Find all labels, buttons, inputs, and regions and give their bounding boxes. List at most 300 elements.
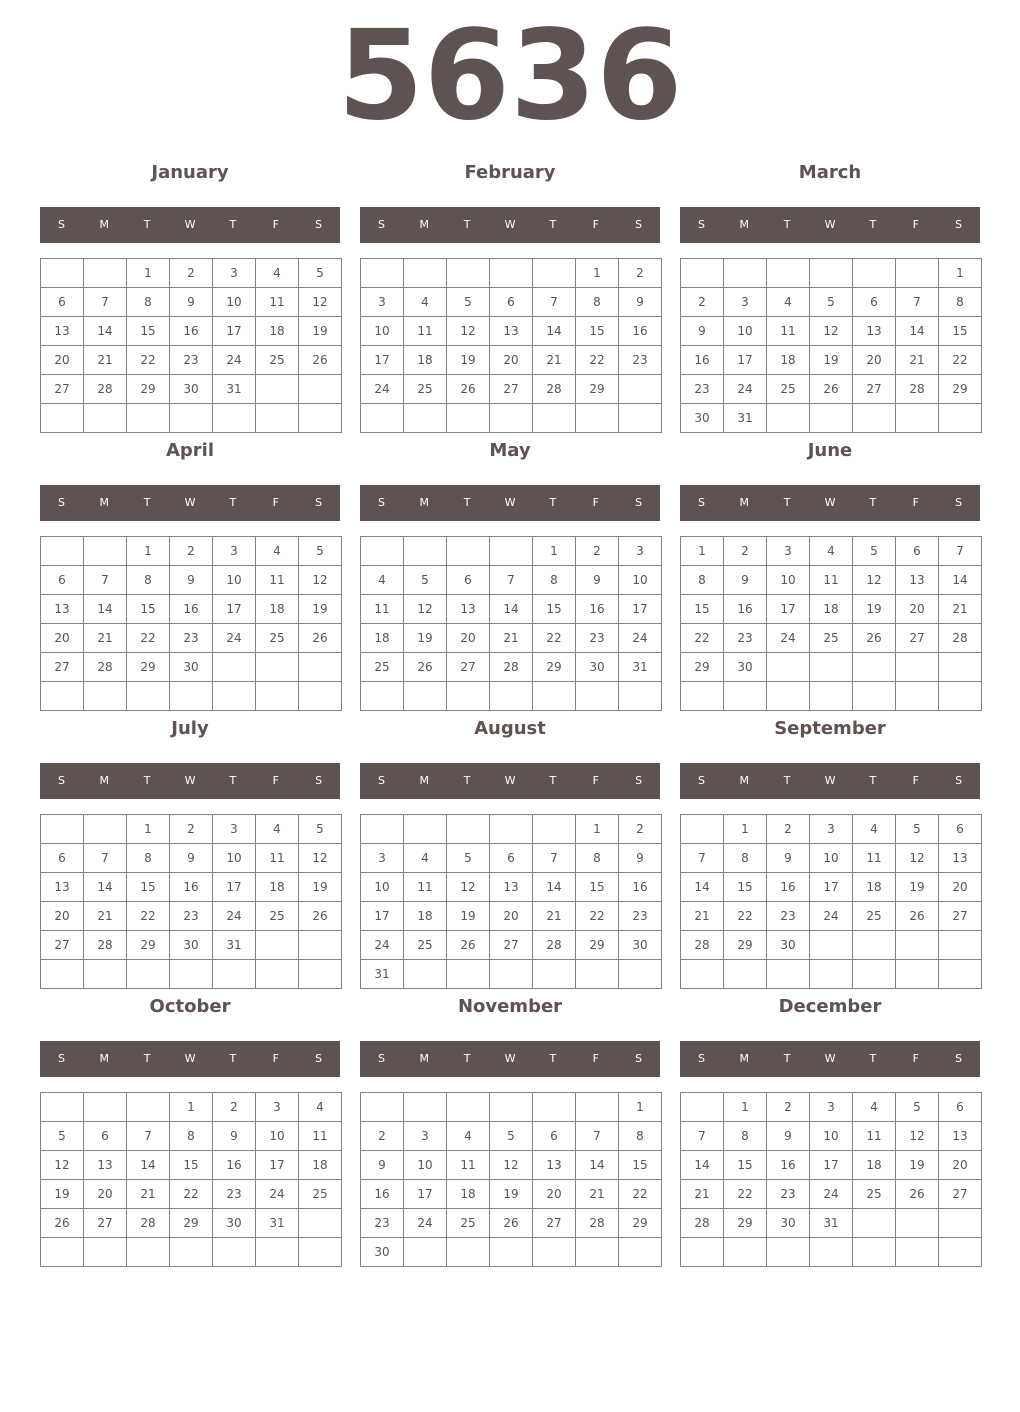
day-cell: 15 xyxy=(619,1151,662,1180)
week-row xyxy=(681,931,982,960)
day-cell: 15 xyxy=(939,317,982,346)
day-cell: 17 xyxy=(619,595,662,624)
day-cell: 15 xyxy=(533,595,576,624)
week-row xyxy=(681,317,982,346)
day-cell: 28 xyxy=(681,931,724,960)
day-cell: 20 xyxy=(939,1151,982,1180)
day-cell: 8 xyxy=(127,288,170,317)
day-cell: 28 xyxy=(84,931,127,960)
day-cell: 13 xyxy=(896,566,939,595)
weekday-header xyxy=(40,485,340,521)
day-cell: 16 xyxy=(170,595,213,624)
empty-cell xyxy=(256,653,299,682)
day-cell: 2 xyxy=(619,259,662,288)
day-cell: 23 xyxy=(170,624,213,653)
day-cell: 28 xyxy=(533,375,576,404)
day-cell: 17 xyxy=(724,346,767,375)
empty-cell xyxy=(533,1093,576,1122)
day-cell: 21 xyxy=(84,624,127,653)
week-row xyxy=(681,653,982,682)
weekday-header xyxy=(360,763,660,799)
day-cell: 25 xyxy=(447,1209,490,1238)
empty-cell xyxy=(447,960,490,989)
day-cell: 27 xyxy=(41,375,84,404)
weekday-header xyxy=(360,1041,660,1077)
day-cell: 9 xyxy=(170,288,213,317)
week-row xyxy=(681,537,982,566)
weekday-label: W xyxy=(824,1052,836,1065)
week-row xyxy=(41,566,342,595)
day-cell: 30 xyxy=(576,653,619,682)
day-cell: 30 xyxy=(170,653,213,682)
day-cell: 20 xyxy=(41,346,84,375)
day-cell: 18 xyxy=(404,902,447,931)
empty-cell xyxy=(939,931,982,960)
day-cell: 21 xyxy=(490,624,533,653)
empty-cell xyxy=(213,682,256,711)
weekday-label: S xyxy=(377,218,385,231)
day-cell: 15 xyxy=(724,1151,767,1180)
week-row xyxy=(41,288,342,317)
empty-cell xyxy=(853,259,896,288)
day-cell: 6 xyxy=(939,1093,982,1122)
day-cell: 28 xyxy=(939,624,982,653)
month-title: March xyxy=(798,162,862,183)
day-cell: 5 xyxy=(896,815,939,844)
day-cell: 2 xyxy=(576,537,619,566)
day-cell: 9 xyxy=(170,566,213,595)
month-title: June xyxy=(807,440,853,461)
day-cell: 14 xyxy=(84,873,127,902)
day-cell: 18 xyxy=(767,346,810,375)
day-cell: 3 xyxy=(213,537,256,566)
day-cell: 2 xyxy=(170,537,213,566)
weekday-label: T xyxy=(463,496,471,509)
weekday-label: M xyxy=(739,496,750,509)
empty-cell xyxy=(490,1093,533,1122)
day-cell: 2 xyxy=(361,1122,404,1151)
empty-cell xyxy=(361,1093,404,1122)
day-cell: 1 xyxy=(681,537,724,566)
day-cell: 21 xyxy=(939,595,982,624)
day-cell: 8 xyxy=(127,844,170,873)
day-cell: 4 xyxy=(767,288,810,317)
month-title: May xyxy=(489,440,531,461)
empty-cell xyxy=(84,259,127,288)
day-cell: 29 xyxy=(127,931,170,960)
week-row xyxy=(681,404,982,433)
day-cell: 3 xyxy=(361,288,404,317)
day-cell: 3 xyxy=(256,1093,299,1122)
day-cell: 25 xyxy=(404,375,447,404)
day-cell: 2 xyxy=(681,288,724,317)
weekday-label: S xyxy=(697,218,705,231)
empty-cell xyxy=(213,404,256,433)
empty-cell xyxy=(681,682,724,711)
day-cell: 7 xyxy=(939,537,982,566)
day-cell: 4 xyxy=(853,1093,896,1122)
day-cell: 27 xyxy=(896,624,939,653)
day-cell: 15 xyxy=(576,873,619,902)
weekday-label: M xyxy=(419,496,430,509)
day-cell: 2 xyxy=(213,1093,256,1122)
day-cell: 13 xyxy=(41,873,84,902)
empty-cell xyxy=(84,537,127,566)
day-cell: 15 xyxy=(127,873,170,902)
day-cell: 23 xyxy=(361,1209,404,1238)
day-cell: 8 xyxy=(724,844,767,873)
empty-cell xyxy=(724,960,767,989)
day-cell: 10 xyxy=(767,566,810,595)
day-cell: 21 xyxy=(84,902,127,931)
day-cell: 18 xyxy=(404,346,447,375)
empty-cell xyxy=(170,960,213,989)
day-cell: 8 xyxy=(619,1122,662,1151)
day-cell: 27 xyxy=(41,931,84,960)
day-cell: 18 xyxy=(361,624,404,653)
day-cell: 3 xyxy=(619,537,662,566)
day-cell: 25 xyxy=(299,1180,342,1209)
week-row xyxy=(361,1151,662,1180)
day-cell: 30 xyxy=(213,1209,256,1238)
empty-cell xyxy=(447,815,490,844)
day-cell: 10 xyxy=(213,844,256,873)
day-cell: 27 xyxy=(490,375,533,404)
weekday-label: S xyxy=(697,774,705,787)
day-cell: 11 xyxy=(256,566,299,595)
empty-cell xyxy=(299,653,342,682)
day-cell: 22 xyxy=(724,902,767,931)
empty-cell xyxy=(490,815,533,844)
day-cell: 12 xyxy=(447,317,490,346)
weekday-label: F xyxy=(912,1052,919,1065)
empty-cell xyxy=(533,682,576,711)
empty-cell xyxy=(939,682,982,711)
day-cell: 31 xyxy=(213,375,256,404)
day-cell: 22 xyxy=(939,346,982,375)
day-cell: 21 xyxy=(896,346,939,375)
empty-cell xyxy=(767,682,810,711)
day-cell: 22 xyxy=(127,902,170,931)
day-cell: 1 xyxy=(724,815,767,844)
day-cell: 28 xyxy=(896,375,939,404)
weekday-label: S xyxy=(377,1052,385,1065)
empty-cell xyxy=(299,960,342,989)
day-cell: 28 xyxy=(127,1209,170,1238)
day-cell: 29 xyxy=(127,375,170,404)
day-cell: 5 xyxy=(299,537,342,566)
empty-cell xyxy=(447,1093,490,1122)
day-cell: 29 xyxy=(127,653,170,682)
day-cell: 4 xyxy=(853,815,896,844)
weekday-label: M xyxy=(419,218,430,231)
day-cell: 23 xyxy=(619,346,662,375)
day-cell: 14 xyxy=(127,1151,170,1180)
day-cell: 25 xyxy=(853,1180,896,1209)
day-cell: 16 xyxy=(170,873,213,902)
empty-cell xyxy=(853,653,896,682)
empty-cell xyxy=(853,1209,896,1238)
day-cell: 23 xyxy=(767,1180,810,1209)
day-cell: 8 xyxy=(681,566,724,595)
weekday-label: T xyxy=(143,218,151,231)
day-cell: 2 xyxy=(724,537,767,566)
day-cell: 16 xyxy=(724,595,767,624)
day-cell: 7 xyxy=(84,844,127,873)
weekday-label: T xyxy=(229,1052,237,1065)
day-cell: 9 xyxy=(361,1151,404,1180)
empty-cell xyxy=(853,931,896,960)
day-cell: 27 xyxy=(447,653,490,682)
day-cell: 4 xyxy=(810,537,853,566)
weekday-label: T xyxy=(229,496,237,509)
day-cell: 29 xyxy=(619,1209,662,1238)
empty-cell xyxy=(619,682,662,711)
day-cell: 2 xyxy=(170,259,213,288)
day-cell: 12 xyxy=(896,1122,939,1151)
day-cell: 10 xyxy=(213,566,256,595)
day-cell: 5 xyxy=(41,1122,84,1151)
day-cell: 13 xyxy=(84,1151,127,1180)
day-cell: 12 xyxy=(896,844,939,873)
empty-cell xyxy=(404,1093,447,1122)
day-cell: 16 xyxy=(681,346,724,375)
week-row xyxy=(681,844,982,873)
empty-cell xyxy=(84,404,127,433)
day-cell: 24 xyxy=(810,1180,853,1209)
week-row xyxy=(41,1209,342,1238)
empty-cell xyxy=(84,1238,127,1267)
day-cell: 29 xyxy=(681,653,724,682)
empty-cell xyxy=(724,1238,767,1267)
day-cell: 15 xyxy=(724,873,767,902)
weekday-label: M xyxy=(739,218,750,231)
weekday-label: S xyxy=(697,1052,705,1065)
day-cell: 23 xyxy=(767,902,810,931)
day-cell: 18 xyxy=(853,873,896,902)
day-cell: 14 xyxy=(84,595,127,624)
day-cell: 30 xyxy=(767,931,810,960)
week-row xyxy=(41,815,342,844)
weekday-label: S xyxy=(635,774,643,787)
week-row xyxy=(41,404,342,433)
day-cell: 8 xyxy=(576,288,619,317)
empty-cell xyxy=(256,404,299,433)
day-cell: 2 xyxy=(767,815,810,844)
day-cell: 7 xyxy=(84,288,127,317)
day-cell: 10 xyxy=(256,1122,299,1151)
day-cell: 30 xyxy=(767,1209,810,1238)
day-cell: 19 xyxy=(810,346,853,375)
day-cell: 4 xyxy=(256,259,299,288)
weekday-header xyxy=(40,763,340,799)
empty-cell xyxy=(213,653,256,682)
week-row xyxy=(681,1180,982,1209)
weekday-label: W xyxy=(184,496,196,509)
empty-cell xyxy=(724,259,767,288)
empty-cell xyxy=(810,404,853,433)
weekday-header xyxy=(360,485,660,521)
day-cell: 29 xyxy=(724,931,767,960)
week-row xyxy=(681,595,982,624)
week-row xyxy=(361,624,662,653)
day-cell: 16 xyxy=(767,1151,810,1180)
empty-cell xyxy=(404,1238,447,1267)
day-cell: 10 xyxy=(810,1122,853,1151)
month-title: September xyxy=(774,718,886,739)
day-cell: 29 xyxy=(576,931,619,960)
week-row xyxy=(41,873,342,902)
week-row xyxy=(361,1093,662,1122)
day-cell: 7 xyxy=(490,566,533,595)
day-cell: 8 xyxy=(576,844,619,873)
week-row xyxy=(41,1238,342,1267)
day-cell: 13 xyxy=(41,317,84,346)
day-cell: 28 xyxy=(84,375,127,404)
day-cell: 13 xyxy=(41,595,84,624)
empty-cell xyxy=(533,815,576,844)
day-cell: 9 xyxy=(767,844,810,873)
day-cell: 11 xyxy=(853,1122,896,1151)
weekday-label: S xyxy=(955,1052,963,1065)
day-grid xyxy=(40,536,342,711)
day-grid xyxy=(680,258,982,433)
day-cell: 30 xyxy=(619,931,662,960)
week-row xyxy=(361,317,662,346)
week-row xyxy=(41,375,342,404)
day-cell: 20 xyxy=(896,595,939,624)
day-grid xyxy=(680,536,982,711)
day-cell: 26 xyxy=(299,346,342,375)
day-cell: 16 xyxy=(213,1151,256,1180)
month-title: December xyxy=(778,996,882,1017)
day-cell: 8 xyxy=(724,1122,767,1151)
week-row xyxy=(361,595,662,624)
day-grid xyxy=(360,1092,662,1267)
weekday-label: M xyxy=(739,774,750,787)
day-cell: 22 xyxy=(170,1180,213,1209)
day-cell: 17 xyxy=(213,317,256,346)
empty-cell xyxy=(853,404,896,433)
day-cell: 18 xyxy=(853,1151,896,1180)
empty-cell xyxy=(767,404,810,433)
empty-cell xyxy=(896,259,939,288)
day-cell: 24 xyxy=(619,624,662,653)
empty-cell xyxy=(299,1238,342,1267)
empty-cell xyxy=(533,404,576,433)
day-cell: 10 xyxy=(724,317,767,346)
weekday-label: T xyxy=(549,1052,557,1065)
day-cell: 19 xyxy=(41,1180,84,1209)
day-cell: 17 xyxy=(256,1151,299,1180)
day-cell: 5 xyxy=(299,259,342,288)
week-row xyxy=(41,1122,342,1151)
day-cell: 22 xyxy=(127,624,170,653)
empty-cell xyxy=(681,815,724,844)
weekday-label: F xyxy=(272,774,279,787)
day-cell: 6 xyxy=(41,844,84,873)
empty-cell xyxy=(41,815,84,844)
day-cell: 11 xyxy=(256,844,299,873)
day-grid xyxy=(40,814,342,989)
empty-cell xyxy=(619,960,662,989)
empty-cell xyxy=(256,960,299,989)
day-cell: 31 xyxy=(724,404,767,433)
empty-cell xyxy=(361,537,404,566)
weekday-label: S xyxy=(57,218,65,231)
day-cell: 22 xyxy=(724,1180,767,1209)
day-cell: 2 xyxy=(619,815,662,844)
weekday-label: S xyxy=(377,496,385,509)
empty-cell xyxy=(213,960,256,989)
week-row xyxy=(361,1180,662,1209)
day-cell: 19 xyxy=(299,595,342,624)
week-row xyxy=(361,288,662,317)
day-cell: 26 xyxy=(810,375,853,404)
day-cell: 13 xyxy=(447,595,490,624)
week-row xyxy=(361,844,662,873)
day-cell: 15 xyxy=(127,595,170,624)
empty-cell xyxy=(404,682,447,711)
day-cell: 30 xyxy=(170,931,213,960)
day-cell: 18 xyxy=(256,873,299,902)
day-cell: 11 xyxy=(404,873,447,902)
day-cell: 14 xyxy=(939,566,982,595)
weekday-label: S xyxy=(57,774,65,787)
empty-cell xyxy=(533,1238,576,1267)
day-cell: 1 xyxy=(939,259,982,288)
day-cell: 11 xyxy=(810,566,853,595)
weekday-label: S xyxy=(955,496,963,509)
day-cell: 4 xyxy=(256,815,299,844)
weekday-label: M xyxy=(99,218,110,231)
day-cell: 24 xyxy=(361,375,404,404)
week-row xyxy=(361,960,662,989)
weekday-label: W xyxy=(184,774,196,787)
day-cell: 12 xyxy=(810,317,853,346)
day-cell: 14 xyxy=(490,595,533,624)
day-cell: 3 xyxy=(213,259,256,288)
day-cell: 6 xyxy=(41,566,84,595)
week-row xyxy=(681,566,982,595)
day-cell: 14 xyxy=(533,317,576,346)
weekday-label: M xyxy=(419,1052,430,1065)
day-cell: 16 xyxy=(767,873,810,902)
week-row xyxy=(361,566,662,595)
weekday-label: T xyxy=(143,774,151,787)
weekday-label: S xyxy=(697,496,705,509)
day-cell: 30 xyxy=(170,375,213,404)
weekday-label: F xyxy=(912,218,919,231)
day-cell: 20 xyxy=(41,624,84,653)
weekday-label: S xyxy=(635,218,643,231)
week-row xyxy=(681,624,982,653)
week-row xyxy=(41,682,342,711)
day-cell: 27 xyxy=(533,1209,576,1238)
weekday-label: M xyxy=(99,1052,110,1065)
day-cell: 9 xyxy=(767,1122,810,1151)
day-cell: 15 xyxy=(127,317,170,346)
empty-cell xyxy=(299,404,342,433)
day-cell: 25 xyxy=(853,902,896,931)
day-cell: 6 xyxy=(490,288,533,317)
empty-cell xyxy=(490,537,533,566)
weekday-label: T xyxy=(549,496,557,509)
day-cell: 24 xyxy=(213,346,256,375)
weekday-label: F xyxy=(592,218,599,231)
day-cell: 19 xyxy=(299,873,342,902)
weekday-label: S xyxy=(315,218,323,231)
